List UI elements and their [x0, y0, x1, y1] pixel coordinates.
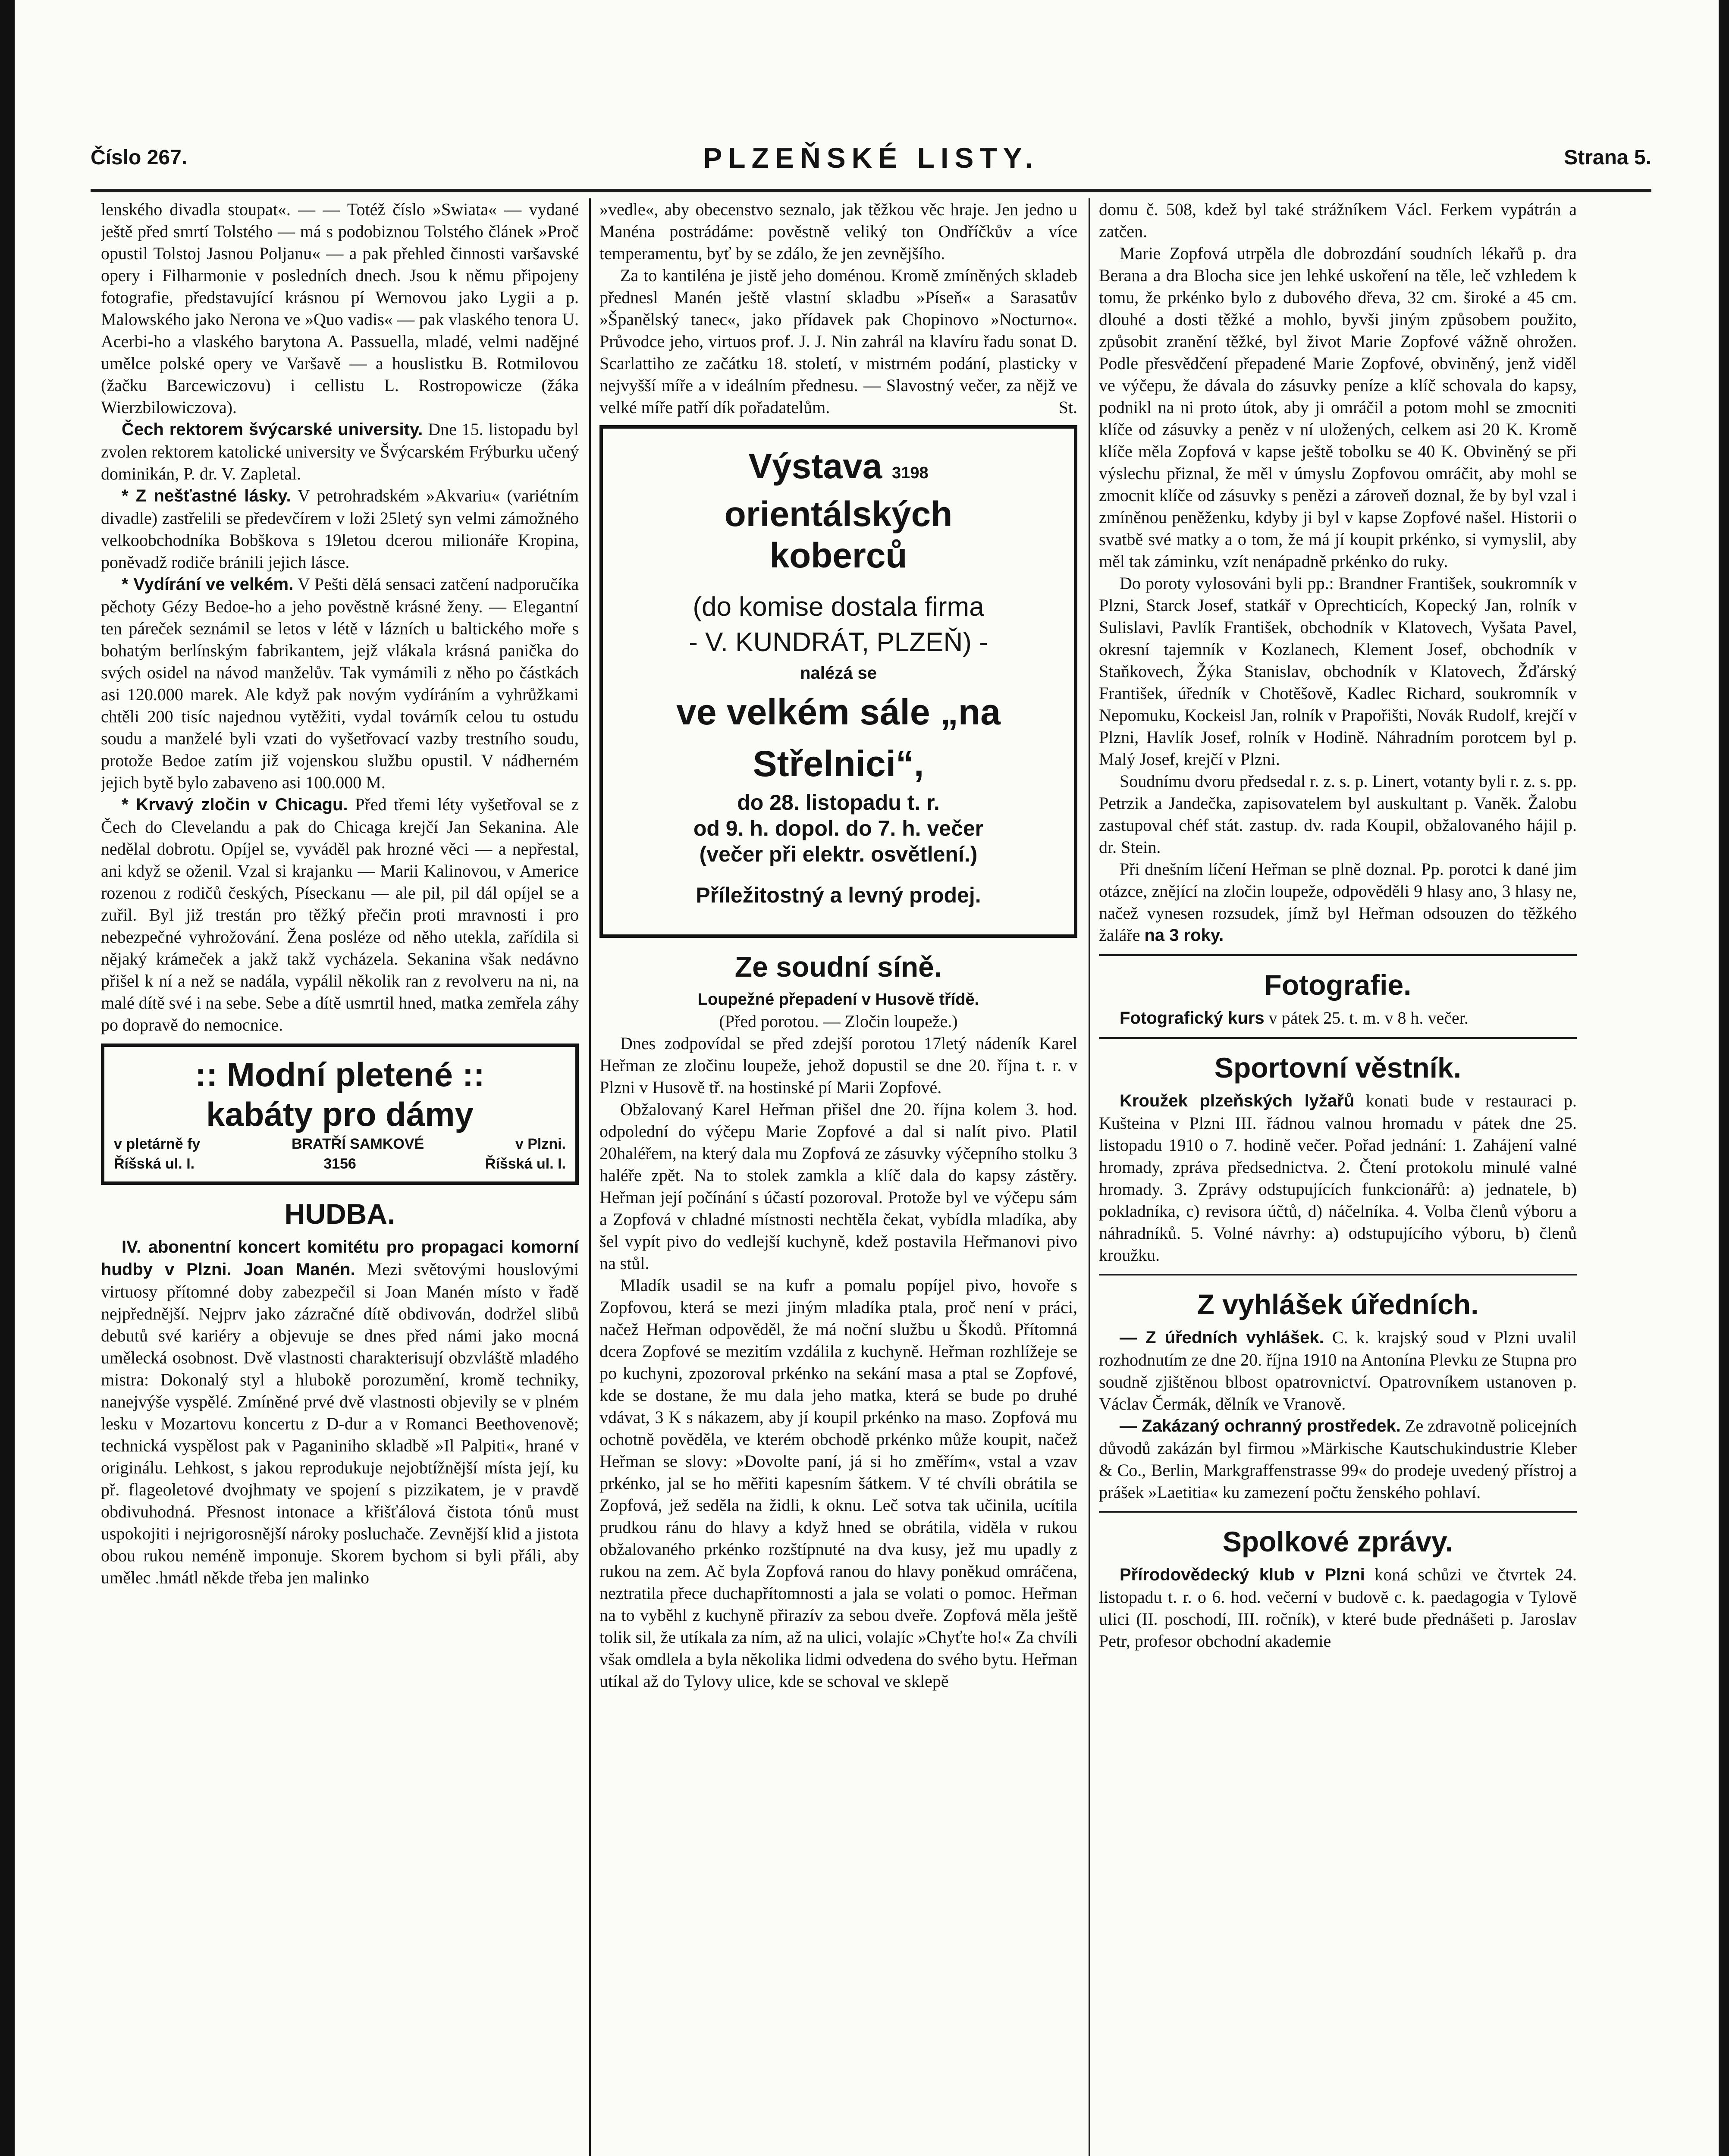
section-heading-notices: Z vyhlášek úředních. — [1197, 1288, 1479, 1320]
divider — [1099, 1511, 1577, 1513]
section-heading-court: Ze soudní síně. — [734, 951, 942, 983]
column-2 — [599, 198, 1077, 2156]
article-text: Za to kantiléna je jistě jeho doménou. Kromě zmíněných skladeb přednesl Manén ještě vlastní skladbu »Píseň« a Sarasatův »Španělský tanec«, jako přídavek pak Chopinovo »Nocturno«. Průvodce jeho, virtuos prof. J. J. Nin zahrál na klavíru řadu sonat D. Scarlattiho ze začátku 18. století, v mistrném podání, plasticky v nejvyšší míře a v ideálním přednesu. — Slavostný večer, za nějž ve velké míře patří dík pořadatelům. St. — [599, 264, 1077, 418]
article-text: Fotografický kurs v pátek 25. t. m. v 8 h. večer. — [1120, 1008, 1469, 1028]
article-text: Dnes zodpovídal se před zdejší porotou 17letý nádeník Karel Heřman ze zločinu loupeže, jehož dopustil se dne 20. října t. r. v Plzni v Husově tř. na hostinské pí Marii Zopfové. — [599, 1034, 1077, 1097]
advertisement-knitwear: :: Modní pletené :: kabáty pro dámy v pletárně fy BRATŘÍ SAMKOVÉ v Plzni. Říšská ul. I. 3156 Říšská ul. I. — [101, 1044, 579, 1185]
ad-headline: kabáty pro dámy — [206, 1095, 474, 1133]
article-subheading: (Před porotou. — Zločin loupeže.) — [719, 1012, 958, 1031]
article-text: Obžalovaný Karel Heřman přišel dne 20. října kolem 3. hod. odpolední do výčepu Marie Zopfové a dal si nalít pivo. Platil 20haléřem, na který dala mu Zopfová ze zásuvky výčepního stolku 3 haléře zpět. Na to stolek zamkla a klíč dala do kapsy zástěry. Heřman její počínání s účastí pozoroval. Protože byl ve výčepu sám a Zopfová v chladné místnosti nechtěla čekat, vybídla mladíka, aby šel vypít pivo do vedlejší kuchyně, kdež postavila Heřmanovi pivo na stůl. — [599, 1100, 1077, 1273]
ad-headline: :: Modní pletené :: — [195, 1056, 485, 1094]
article-text: Do poroty vylosováni byli pp.: Brandner František, soukromník v Plzni, Starck Josef, statkář v Oprechticích, Kopecký Jan, rolník v Sulislavi, Pavlík František, obchodník v Klatovech, Vyšata Pavel, okresní tajemník v Kozlanech, Klement Josef, obchodník v Staňkovech, Žýka Stanislav, obchodník v Klatovech, Žďárský František, úředník v Chotěšově, Kadlec Richard, soukromník v Nepomuku, Kockeisl Jan, rolník v Prapořišti, Novák Rudolf, krejčí v Plzni, Havlík Josef, rolník v Hodině. Náhradním porotcem byl p. Malý Josef, krejčí v Plzni. — [1099, 573, 1577, 769]
column-rule-1 — [589, 198, 591, 2156]
divider — [1099, 1037, 1577, 1039]
article-text: »vedle«, aby obecenstvo seznalo, jak těžkou věc hraje. Jen jedno u Manéna postrádáme: pověstně veliký ton Ondříčkův a více temperamentu, byť by se zdálo, že jen zevnějšího. — [599, 200, 1077, 263]
article-text: lenského divadla stoupat«. — — Totéž číslo »Swiata« — vydané ještě před smrtí Tolstého — má s podobiznou Tolstého článek »Proč opustil Tolstoj Jasnou Poljanu« — a pak přehled činnosti varšavské opery i Filharmonie v posledních dnech. Jsou k němu připojeny fotografie, představující krásnou pí Wernovou jako Lygii a p. Malowského jako Nerona ve »Quo vadis« — pak vlaského tenora U. Acerbi-ho a vlaského barytona A. Passuella, mladé, velmi nadějné umělce polské opery ve Varšavě — a houslistku B. Rotmilovou (žačku Barcewiczovu) i cellistu L. Rostropowicze (žáka Wierzbilowiczova). — [101, 200, 579, 417]
news-item: * Krvavý zločin v Chicagu. Před třemi léty vyšetřoval se z Čech do Clevelandu a pak do Chicaga krejčí Jan Sekanina. Ale nedělal dobrotu. Opíjel se, vyváděl pak hrozné věci — a nepřestal, ani když se oženil. Vzal si krajanku — Marii Kalinovou, v Americe rozenou z rodičů českých, Píseckanu — ale pil, pil dál opíjel se a zuřil. Byl již trestán pro těžký přečin proti mravnosti i pro nebezpečné vyhrožování. Žena posléze od něho utekla, zařídila si nějaký krámeček a jakž takž vycházela. Sekanina však nedávno přišel k ní a než se nadála, vypálil několik ran z revolveru na ni, na malé dítě své i na sebe. Sebe a dítě usmrtil hned, matka zemřela záhy po dopravě do nemocnice. — [101, 795, 579, 1034]
article-text: Přírodovědecký klub v Plzni koná schůzi ve čtvrtek 24. listopadu t. r. o 6. hod. večerní v budově c. k. paedagogia v Tylově ulici (II. poschodí, III. ročník), v které bude přednášeti p. Jaroslav Petr, profesor obchodní akademie — [1099, 1565, 1577, 1651]
article-text: Marie Zopfová utrpěla dle dobrozdání soudních lékařů p. dra Berana a dra Blocha sice jen lehké uskoření na těle, leč vzhledem k tomu, že prkénko bylo z dubového dřeva, 32 cm. široké a 45 cm. dlouhé a dosti těžké a mohlo, byvši jiným způsobem použito, způsobit zranění těžké, byl život Marie Zopfové vážně ohrožen. Podle přesvědčení přepadené Marie Zopfové, obviněný, jenž viděl ve výčepu, že dávala do zásuvky peníze a klíč schovala do kapsy, podnikl na ni proto útok, aby ji omráčil a potom mohl se zmocniti klíče od zásuvky a peněz v ní uložených, celkem asi 20 K. Kromě klíče měla Zopfová v kapse ještě tobolku se 40 K. Obviněný se při výslechu přiznal, že měl v úmyslu Zopfovou omráčit, aby mohl se zmocnit klíče od zásuvky s penězi a zároveň doznal, že by byl vzal i zmíněnou peněženku, kdyby ji byl v kapse Zopfové našel. Historii o svatbě své matky a o tom, že má jí koupit prkénko, si vymyslil, aby měl tak záminku, vzít nenápadně prkénko do ruky. — [1099, 244, 1577, 571]
issue-number: Číslo 267. — [91, 146, 188, 169]
section-heading-sport: Sportovní věstník. — [1214, 1052, 1462, 1084]
news-item: * Z nešťastné lásky. V petrohradském »Akvariu« (variétním divadle) zastřelili se předevčírem v loži 25letý syn velmi zámožného velkoobchodníka Bobškova s 19letou dcerou milionáře Kropina, poněvadž rodiče bránili jejich lásce. — [101, 486, 579, 572]
article-text: Kroužek plzeňských lyžařů konati bude v restauraci p. Kušteina v Plzni III. řádnou valnou hromadu v pátek dne 25. listopadu 1910 o 7. hodině večer. Pořad jednání: 1. Zahájení valné hromady, zpráva předsednictva. 2. Čtení protokolu minulé valné hromady. 3. Zprávy odstupujících funkcionářů: a) jednatele, b) pokladníka, c) revisora účtů, d) náčelníka. 4. Volba členů výboru a náhradníků. 5. Volné návrhy: a) odstupujícího výboru, b) členů kroužku. — [1099, 1091, 1577, 1265]
divider — [1099, 1274, 1577, 1275]
article-text: — Z úředních vyhlášek. C. k. krajský soud v Plzni uvalil rozhodnutím ze dne 20. října 1910 na Antonína Plevku ze Stupna pro soudně zjištěnou blbost opatrovnictví. Opatrovníkem ustanoven p. Václav Čermák, dělník ve Vranově. — [1099, 1328, 1577, 1413]
page-header — [91, 137, 1651, 192]
advertisement-exhibition: Výstava 3198 orientálských koberců (do komise dostala firma - V. KUNDRÁT, PLZEŇ) - nalézá se ve velkém sále „na Střelnici“, do 28. listopadu t. r. od 9. h. dopol. do 7. h. večer (večer při elektr. osvětlení.) Příležitostný a levný prodej. — [599, 425, 1077, 938]
section-heading-clubs: Spolkové zprávy. — [1222, 1526, 1453, 1557]
section-heading-music: HUDBA. — [284, 1198, 395, 1230]
section-heading-photography: Fotografie. — [1264, 969, 1412, 1001]
divider — [1099, 954, 1577, 956]
article-text: Soudnímu dvoru předsedal r. z. s. p. Linert, votanty byli r. z. s. pp. Petrzik a Jandečka, zapisovatelem byl auskultant p. Vaněk. Žalobu zastupoval chéf stát. zastup. dv. rada Koupil, obžalovaného hájil p. dr. Stein. — [1099, 771, 1577, 857]
column-1 — [101, 198, 579, 2156]
article-text: Mladík usadil se na kufr a pomalu popíjel pivo, hovoře s Zopfovou, která se mezi jiným mladíka ptala, proč není v práci, načež Heřman odpověděl, že má noční službu u Škodů. Přítomná dcera Zopfové se mezitím vzdálila z kuchyně. Heřman rozhlížeje se po kuchyni, zpozoroval prkénko na sekání masa a ptal se Zopfové, kde se dostane, že mu dala jeho matka, která se bude po druhé vdávat, 3 K s nákazem, aby jí koupil prkénko na maso. Zopfová mu ochotně pověděla, ve kterém obchodě prkénko může koupit, načež Heřman se slovy: »Dovolte paní, já si ho změřím«, vstal a vzav prkénko, jal se ho měřiti kapesním šátkem. V té chvíli obrátila se Zopfová, jež seděla na židli, k oknu. Leč sotva tak učinila, ucítila prudkou ránu do hlavy a když hned se obrátila, viděla v rukou obžalovaného prkénko rozštípnuté na dva kusy, jež mu upadly z rukou na zem. Ač byla Zopfová ranou do hlavy poněkud omráčena, neztratila přece duchapřítomnosti a jala se volati o pomoc. Heřman na to vyběhl z kuchyně přirazív za sebou dveře. Zopfová měla ještě tolik sil, že utíkala za ním, až na ulici, volajíc »Chyťte ho!« Za chvíli však omdlela a byla několika lidmi odvedena do svého bytu. Heřman utíkal až do Tylovy ulice, kde se schoval ve sklepě — [599, 1275, 1077, 1691]
article-text: IV. abonentní koncert komitétu pro propagaci komorní hudby v Plzni. Joan Manén. Mezi světovými houslovými virtuosy přítomné doby zabezpečil si Joan Manén místo v řadě nejpřednější. Nejprv jako zázračné dítě obdivován, dodržel slibů debutů své kariéry a objevuje se dnes před námi jako mocná umělecká osobnost. Dvě vlastnosti charakterisují obzvláště mladého mistra: Dokonalý styl a hlubokě porozumění, kromě techniky, nanejvýše vyspělé. Zmíněné prvé dvě vlastnosti objevily se v plném lesku v Mozartovu koncertu z D-dur a v Romanci Beethovenově; technická vyspělost pak v Paganiniho skladbě »Il Palpiti«, hrané v originálu. Lehkost, s jakou reprodukuje nejobtížnější místa její, ku př. flageoletové dvojhmaty ve spojení s pizzikatem, je v pravdě obdivuhodná. Přesnost intonace a křišťálová čistota tónů must uspokojiti i nejrigorosnější nároky posluchače. Zevnější klid a jistota obou rukou neméně imponuje. Skorem bychom si byli přáli, aby umělec .hmátl někde třeba jen malinko — [101, 1238, 579, 1587]
page-number: Strana 5. — [1564, 146, 1651, 169]
article-text: domu č. 508, kdež byl také strážníkem Václ. Ferkem vypátrán a zatčen. — [1099, 200, 1577, 241]
article-text: Při dnešním líčení Heřman se plně doznal. Pp. porotci k dané jim otázce, znějící na zločin loupeže, odpověděli 9 hlasy ano, 3 hlasy ne, načež vynesen rozsudek, jímž byl Heřman odsouzen do těžkého žaláře na 3 roky. — [1099, 859, 1577, 945]
article-text: — Zakázaný ochranný prostředek. Ze zdravotně policejních důvodů zakázán byl firmou »Märkische Kautschukindustrie Kleber & Co., Berlin, Markgraffenstrasse 99« do prodeje uvedený přístroj a prášek »Laetitia« ku zamezení počtu ženského pohlaví. — [1099, 1416, 1577, 1502]
column-3 — [1099, 198, 1577, 2156]
news-item: * Vydírání ve velkém. V Pešti dělá sensaci zatčení nadporučíka pěchoty Gézy Bedoe-ho a jeho pověstně krásné ženy. — Elegantní ten páreček seznámil se letos v létě v lázních u baltického moře s bohatým berlínským fabrikantem, jejž vlákala krásná panička do svých osidel na návod manželův. Tak vymámili z něho po částkách asi 120.000 marek. Ale když pak novým vydíráním a vyhrůžkami chtěli 200 tisíc najednou vytěžiti, vydal továrník celou tu ostudu soudu a manželé byli vzati do vyšetřovací vazby trestního soudu, protože Bedoe zatím již vojenskou službu opustil. V nádherném jejich bytě bylo zabaveno asi 100.000 M. — [101, 574, 579, 792]
scan-edge-left — [0, 0, 15, 2156]
news-item: Čech rektorem švýcarské university. Dne 15. listopadu byl zvolen rektorem katolické university ve Švýcarském Frýburku učený dominikán, P. dr. V. Zapletal. — [101, 420, 579, 483]
newspaper-title: PLZEŇSKÉ LISTY. — [703, 142, 1039, 174]
scan-edge-right — [1719, 0, 1729, 2156]
article-subheading: Loupežné přepadení v Husově třídě. — [697, 990, 979, 1009]
author-signature: St. — [1058, 398, 1077, 417]
column-rule-2 — [1089, 198, 1090, 2156]
